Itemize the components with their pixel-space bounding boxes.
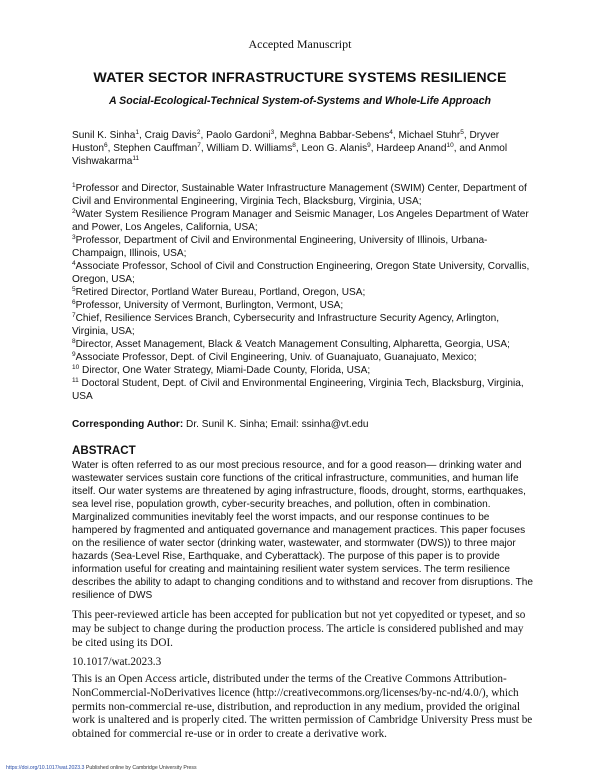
author-list xyxy=(72,129,534,168)
affiliation-text: Director, One Water Strategy, Miami-Dade County, Florida, USA; xyxy=(79,365,371,376)
affiliation-number: 11 xyxy=(72,377,79,384)
affiliation-number: 7 xyxy=(72,312,76,319)
author-separator: , xyxy=(107,143,114,154)
affiliation-7 xyxy=(72,312,534,338)
corresponding-author xyxy=(72,418,534,431)
author-separator: , xyxy=(200,130,207,141)
author-1 xyxy=(72,130,145,141)
author-affiliation-number: 4 xyxy=(389,129,393,136)
paper-subtitle: A Social-Ecological-Technical System-of-Systems and Whole-Life Approach xyxy=(108,95,492,107)
author-separator: , xyxy=(200,143,207,154)
license-notice: This is an Open Access article, distributed under the terms of the Creative Commons Attribution-NonCommercial-NoDerivatives licence (http://creativecommons.org/licenses/by-nc-nd/4.0/), which permits non-commercial re-use, distribution, and reproduction in any medium, provided the original work is unaltered and is properly cited. The written permission of Cambridge University Press must be obtained for commercial re-use or in order to create a derivative work. xyxy=(72,673,533,741)
affiliation-8 xyxy=(72,338,534,351)
affiliation-number: 3 xyxy=(72,234,76,241)
paper-title: WATER SECTOR INFRASTRUCTURE SYSTEMS RESILIENCE xyxy=(93,70,507,86)
author-9 xyxy=(301,143,376,154)
affiliation-text: Professor and Director, Sustainable Water Infrastructure Management (SWIM) Center, Department of Civil and Environmental Engineering, Virginia Tech, Blacksburg, Virginia, USA; xyxy=(72,183,527,207)
author-name: Meghna Babbar-Sebens xyxy=(279,130,390,141)
accepted-manuscript-label: Accepted Manuscript xyxy=(248,37,352,51)
affiliation-text: Doctoral Student, Dept. of Civil and Environmental Engineering, Virginia Tech, Blacksburg, Virginia, USA xyxy=(72,378,524,402)
affiliation-number: 8 xyxy=(72,338,76,345)
author-name: Paolo Gardoni xyxy=(206,130,271,141)
peer-review-notice: This peer-reviewed article has been accepted for publication but not yet copyedited or typeset, and so may be subject to change during the production process. The article is considered published and may be cited using its DOI. xyxy=(72,609,526,649)
affiliation-10 xyxy=(72,364,534,377)
author-name: Dryver Huston xyxy=(72,130,500,154)
affiliation-1 xyxy=(72,182,534,208)
author-separator: , xyxy=(274,130,280,141)
author-name: Craig Davis xyxy=(144,130,197,141)
affiliation-9 xyxy=(72,351,534,364)
author-name: Leon G. Alanis xyxy=(301,143,368,154)
affiliation-text: Retired Director, Portland Water Bureau, Portland, Oregon, USA; xyxy=(75,287,366,298)
author-separator: , xyxy=(139,130,145,141)
doi-text: 10.1017/wat.2023.3 xyxy=(72,656,162,668)
author-10 xyxy=(376,143,478,154)
affiliation-2 xyxy=(72,208,534,234)
author-name: Sunil K. Sinha xyxy=(72,130,136,141)
affiliation-list xyxy=(72,182,534,403)
author-affiliation-number: 8 xyxy=(292,142,296,149)
author-separator: , xyxy=(295,143,302,154)
publisher-text: Published online by Cambridge University Press xyxy=(84,765,197,771)
author-affiliation-number: 11 xyxy=(132,155,140,162)
author-name: Stephen Cauffman xyxy=(113,143,198,154)
affiliation-3 xyxy=(72,234,534,260)
affiliation-text: Director, Asset Management, Black & Veatch Management Consulting, Alpharetta, Georgia, USA; xyxy=(75,339,510,350)
author-separator: , xyxy=(463,130,470,141)
affiliation-number: 2 xyxy=(72,208,76,215)
author-separator: , xyxy=(370,143,377,154)
affiliation-11 xyxy=(72,377,534,403)
page-footer xyxy=(6,765,197,771)
author-5 xyxy=(399,130,470,141)
author-7 xyxy=(113,143,206,154)
affiliation-text: Associate Professor, School of Civil and Construction Engineering, Oregon State University, Corvallis, Oregon, USA; xyxy=(72,261,530,285)
affiliation-text: Professor, University of Vermont, Burlington, Vermont, USA; xyxy=(75,300,344,311)
affiliation-text: Chief, Resilience Services Branch, Cybersecurity and Infrastructure Security Agency, Arlington, Virginia, USA; xyxy=(72,313,500,337)
author-name: William D. Williams xyxy=(206,143,293,154)
affiliation-text: Associate Professor, Dept. of Civil Engineering, Univ. of Guanajuato, Guanajuato, Mexico; xyxy=(75,352,477,363)
author-affiliation-number: 9 xyxy=(367,142,371,149)
affiliation-text: Water System Resilience Program Manager and Seismic Manager, Los Angeles Department of Water and Power, Los Angeles, California, USA; xyxy=(72,209,529,233)
corresponding-label: Corresponding Author: xyxy=(72,419,184,430)
abstract-text: Water is often referred to as our most precious resource, and for a good reason— drinking water and wastewater services sustain core functions of the critical infrastructure, communities, and human life itself. Our water systems are threatened by aging infrastructure, floods, drought, storms, earthquakes, sea level rise, population growth, cyber-security breaches, and pollution, often in combination. Marginalized communities inevitably feel the worst impacts, and our response continues to be hampered by fragmented and antiquated governance and management practices. This paper focuses on the resilience of water sector (drinking water, wastewater, and stormwater (DWS)) to three major hazards (Sea-Level Rise, Earthquake, and Cyberattack). The purpose of this paper is to provide information useful for creating and maintaining resilient water system services. The term resilience describes the ability to adapt to changing conditions and to withstand and recover from disruptions. The resilience of DWS xyxy=(72,460,534,601)
author-8 xyxy=(206,143,301,154)
doi-link[interactable]: https://doi.org/10.1017/wat.2023.3 xyxy=(6,765,85,771)
author-separator: , and xyxy=(453,143,479,154)
author-name: Hardeep Anand xyxy=(376,143,447,154)
affiliation-number: 10 xyxy=(72,364,80,371)
author-affiliation-number: 3 xyxy=(270,129,275,136)
author-affiliation-number: 10 xyxy=(446,142,454,149)
affiliation-4 xyxy=(72,260,534,286)
author-name: Michael Stuhr xyxy=(398,130,461,141)
author-name: Anmol Vishwakarma xyxy=(72,143,508,167)
author-separator: , xyxy=(392,130,399,141)
affiliation-6 xyxy=(72,299,534,312)
affiliation-number: 1 xyxy=(72,182,76,189)
author-affiliation-number: 7 xyxy=(197,142,201,149)
affiliation-number: 6 xyxy=(72,299,76,306)
abstract-heading: ABSTRACT xyxy=(72,444,136,457)
author-affiliation-number: 5 xyxy=(460,129,464,136)
affiliation-5 xyxy=(72,286,534,299)
author-3 xyxy=(206,130,280,141)
author-affiliation-number: 2 xyxy=(196,129,201,136)
affiliation-number: 9 xyxy=(72,351,76,358)
corresponding-text: Dr. Sunil K. Sinha; Email: ssinha@vt.edu xyxy=(183,419,369,430)
affiliation-text: Professor, Department of Civil and Environmental Engineering, University of Illinois, Urbana-Champaign, Illinois, USA; xyxy=(72,235,488,259)
author-affiliation-number: 1 xyxy=(135,129,140,136)
affiliation-number: 5 xyxy=(72,286,76,293)
author-affiliation-number: 6 xyxy=(103,142,108,149)
affiliation-number: 4 xyxy=(72,260,76,267)
author-2 xyxy=(145,130,206,141)
author-4 xyxy=(280,130,399,141)
